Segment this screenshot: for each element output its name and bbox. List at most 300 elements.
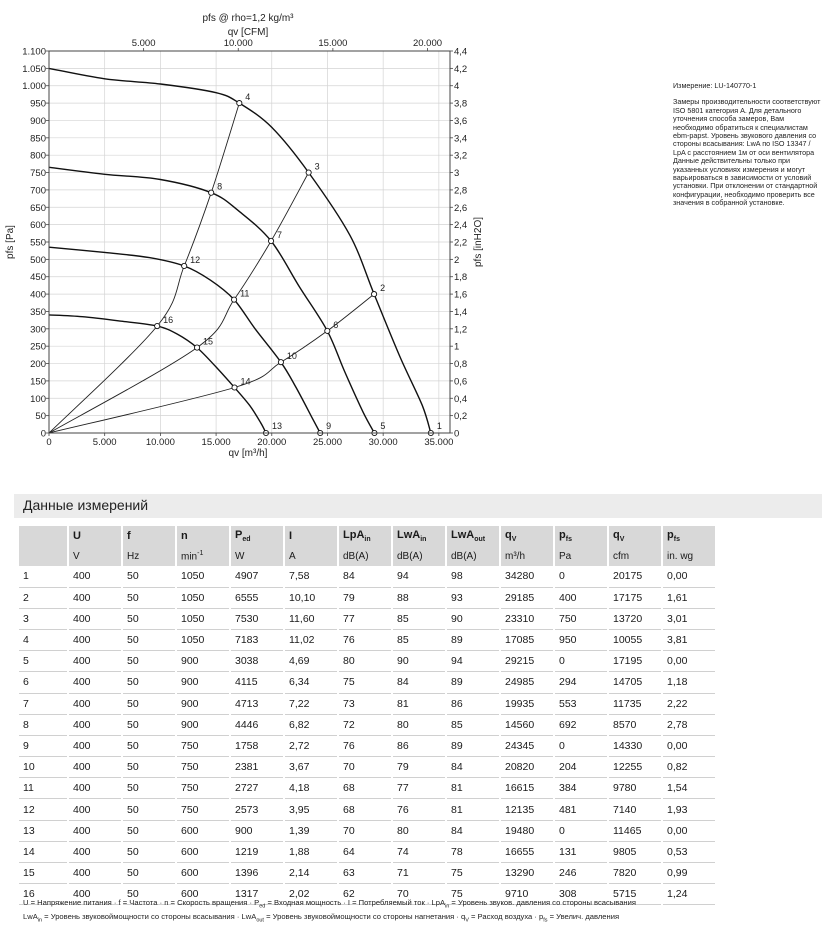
table-cell: 4115 <box>230 672 284 693</box>
table-cell: 600 <box>176 820 230 841</box>
table-cell: 7820 <box>608 863 662 884</box>
table-cell: 70 <box>338 757 392 778</box>
right-tick-label: 0 <box>454 428 460 440</box>
operating-point-marker <box>371 291 376 296</box>
table-cell: 14330 <box>608 735 662 756</box>
table-cell: 50 <box>122 566 176 587</box>
table-cell: 90 <box>446 608 500 629</box>
operating-point-label: 5 <box>380 421 386 431</box>
table-cell: 1317 <box>230 884 284 905</box>
table-cell: 76 <box>338 735 392 756</box>
table-cell: 750 <box>176 757 230 778</box>
right-tick-label: 4,4 <box>454 46 468 58</box>
table-cell: 9 <box>19 735 68 756</box>
table-cell: 71 <box>392 863 446 884</box>
table-cell: 600 <box>176 841 230 862</box>
fan-curve-750 <box>49 247 320 433</box>
operating-point-marker <box>237 100 242 105</box>
operating-point-label: 3 <box>314 161 320 172</box>
table-cell: 50 <box>122 735 176 756</box>
unit-cell: W <box>230 546 284 566</box>
header-cell <box>19 526 68 546</box>
table-cell: 400 <box>68 629 122 650</box>
table-row <box>19 566 716 587</box>
table-row <box>19 587 716 608</box>
x-tick-label: 0 <box>46 437 52 448</box>
table-cell: 20820 <box>500 757 554 778</box>
x-axis-label: qv [m³/h] <box>228 448 268 459</box>
table-cell: 14705 <box>608 672 662 693</box>
operating-point-marker <box>194 345 199 350</box>
table-cell: 1,54 <box>662 778 716 799</box>
legend-text: = Уровень звуков. давления со стороны всасывания <box>449 898 636 907</box>
table-cell: 88 <box>392 587 446 608</box>
y-tick-label: 900 <box>30 115 46 127</box>
table-cell: 76 <box>338 629 392 650</box>
table-cell: 50 <box>122 757 176 778</box>
table-cell: 81 <box>392 693 446 714</box>
right-tick-label: 2,8 <box>454 185 468 197</box>
table-cell: 63 <box>338 863 392 884</box>
table-cell: 294 <box>554 672 608 693</box>
table-cell: 400 <box>68 587 122 608</box>
unit-cell: dB(A) <box>392 546 446 566</box>
header-cell: LwA$_{out}$ <box>446 526 500 546</box>
table-cell: 16 <box>19 884 68 905</box>
table-cell: 750 <box>176 799 230 820</box>
legend-text: LwA <box>23 912 38 921</box>
table-header-row <box>19 526 716 546</box>
y-tick-label: 700 <box>30 185 46 197</box>
table-cell: 3,95 <box>284 799 338 820</box>
y-tick-label: 50 <box>35 411 46 423</box>
table-cell: 94 <box>446 651 500 672</box>
table-cell: 50 <box>122 651 176 672</box>
right-tick-label: 0,6 <box>454 376 468 388</box>
table-cell: 85 <box>446 714 500 735</box>
table-cell: 85 <box>392 608 446 629</box>
right-tick-label: 2 <box>454 254 460 266</box>
legend-text: fs <box>543 917 548 924</box>
table-cell: 0,00 <box>662 820 716 841</box>
y-tick-label: 950 <box>30 98 46 110</box>
x-tick-label: 15.000 <box>201 437 231 448</box>
table-cell: 75 <box>446 884 500 905</box>
y-tick-label: 550 <box>30 237 46 249</box>
measurement-description: Замеры производительности соответствуют ISO 5801 категория A. Для детального уточнения способа замеров, Вам необходимо обратиться к специалистам ebm-papst. Уровень звукового давления со стороны всасывания: LwA по ISO 13347 / LpA с расстоянием 1м от оси вентилятора Данные действительны только при указанных условиях измерения и могут варьироваться в зависимости от условий установки. При отклонении от стандартной конфигурации, необходимо проверить все значения в собранной установке. <box>673 97 821 208</box>
table-cell: 78 <box>446 841 500 862</box>
legend-text: U = Напряжение питания · f = Частота · n = Скорость вращения · P <box>23 898 260 907</box>
table-cell: 86 <box>392 735 446 756</box>
unit-cell <box>19 546 68 566</box>
table-cell: 2,22 <box>662 693 716 714</box>
table-cell: 11735 <box>608 693 662 714</box>
table-cell: 0,00 <box>662 566 716 587</box>
operating-point-label: 12 <box>190 254 201 265</box>
table-cell: 7 <box>19 693 68 714</box>
table-cell: 84 <box>446 820 500 841</box>
table-cell: 900 <box>176 714 230 735</box>
table-cell: 13 <box>19 820 68 841</box>
header-cell: U <box>68 526 122 546</box>
y-tick-label: 300 <box>30 324 46 336</box>
legend-text: in <box>37 917 43 924</box>
table-cell: 8 <box>19 714 68 735</box>
table-cell: 750 <box>176 735 230 756</box>
table-cell: 17195 <box>608 651 662 672</box>
right-tick-label: 4 <box>454 81 460 93</box>
unit-cell: A <box>284 546 338 566</box>
table-cell: 11,02 <box>284 629 338 650</box>
table-row <box>19 629 716 650</box>
operating-point-label: 9 <box>326 421 332 431</box>
y-tick-label: 150 <box>30 376 46 388</box>
table-cell: 12 <box>19 799 68 820</box>
legend-line-2 <box>23 912 619 924</box>
table-cell: 400 <box>68 566 122 587</box>
table-cell: 2573 <box>230 799 284 820</box>
right-tick-label: 0,4 <box>454 393 468 405</box>
operating-point-marker <box>268 238 273 243</box>
table-cell: 16655 <box>500 841 554 862</box>
legend-line-1 <box>23 898 636 910</box>
table-cell: 3,67 <box>284 757 338 778</box>
header-cell: $p_{fs}$ <box>662 526 716 546</box>
table-cell: 50 <box>122 587 176 608</box>
table-row <box>19 799 716 820</box>
unit-cell: Hz <box>122 546 176 566</box>
table-cell: 900 <box>176 693 230 714</box>
table-cell: 7,22 <box>284 693 338 714</box>
table-cell: 553 <box>554 693 608 714</box>
y-tick-label: 450 <box>30 272 46 284</box>
system-curve <box>49 173 309 434</box>
table-cell: 70 <box>338 820 392 841</box>
table-cell: 70 <box>392 884 446 905</box>
table-cell: 1050 <box>176 629 230 650</box>
operating-point-marker <box>325 328 330 333</box>
table-cell: 1,39 <box>284 820 338 841</box>
top-tick-label: 10.000 <box>223 38 253 49</box>
table-cell: 50 <box>122 820 176 841</box>
table-cell: 79 <box>338 587 392 608</box>
header-cell: $p_{fs}$ <box>554 526 608 546</box>
table-cell: 50 <box>122 629 176 650</box>
legend-text: = Уровень звуковоймощности со стороны нагнетания · q <box>263 912 466 921</box>
table-cell: 1219 <box>230 841 284 862</box>
table-cell: 17085 <box>500 629 554 650</box>
legend-text: V <box>465 917 469 924</box>
table-cell: 24345 <box>500 735 554 756</box>
table-cell: 1,88 <box>284 841 338 862</box>
table-cell: 86 <box>446 693 500 714</box>
table-cell: 14 <box>19 841 68 862</box>
table-cell: 50 <box>122 841 176 862</box>
table-cell: 400 <box>68 735 122 756</box>
table-cell: 81 <box>446 799 500 820</box>
table-cell: 384 <box>554 778 608 799</box>
legend-text: in <box>445 903 450 910</box>
right-tick-label: 0,8 <box>454 359 468 371</box>
table-cell: 2727 <box>230 778 284 799</box>
right-tick-label: 3 <box>454 168 460 180</box>
unit-cell: cfm <box>608 546 662 566</box>
table-cell: 9710 <box>500 884 554 905</box>
table-cell: 75 <box>446 863 500 884</box>
table-cell: 50 <box>122 693 176 714</box>
table-cell: 400 <box>68 820 122 841</box>
table-cell: 1050 <box>176 566 230 587</box>
table-cell: 81 <box>446 778 500 799</box>
right-axis-label: pfs [inH2O] <box>473 216 484 268</box>
table-cell: 77 <box>338 608 392 629</box>
table-cell: 4713 <box>230 693 284 714</box>
table-cell: 400 <box>68 778 122 799</box>
table-cell: 17175 <box>608 587 662 608</box>
operating-point-label: 4 <box>245 92 251 103</box>
table-cell: 9780 <box>608 778 662 799</box>
table-cell: 6555 <box>230 587 284 608</box>
legend-text: out <box>256 917 264 924</box>
operating-point-marker <box>182 263 187 268</box>
table-cell: 750 <box>176 778 230 799</box>
table-cell: 7183 <box>230 629 284 650</box>
y-tick-label: 1.000 <box>22 81 46 93</box>
table-cell: 400 <box>68 863 122 884</box>
operating-point-marker <box>278 360 283 365</box>
table-cell: 11465 <box>608 820 662 841</box>
table-cell: 29185 <box>500 587 554 608</box>
table-cell: 80 <box>392 714 446 735</box>
table-cell: 15 <box>19 863 68 884</box>
operating-point-label: 13 <box>271 421 283 431</box>
table-cell: 98 <box>446 566 500 587</box>
legend-text: = Входная мощность · I = Потребляемый ток · LpA <box>265 898 446 907</box>
table-cell: 89 <box>446 735 500 756</box>
table-cell: 12135 <box>500 799 554 820</box>
top-tick-label: 5.000 <box>131 38 156 49</box>
table-cell: 13720 <box>608 608 662 629</box>
measurement-note <box>673 82 823 208</box>
top-tick-label: 15.000 <box>318 38 348 49</box>
table-cell: 93 <box>446 587 500 608</box>
table-cell: 89 <box>446 629 500 650</box>
section-header <box>14 494 822 518</box>
table-row <box>19 672 716 693</box>
table-cell: 4446 <box>230 714 284 735</box>
operating-point-label: 11 <box>240 288 250 299</box>
table-cell: 80 <box>392 820 446 841</box>
table-cell: 1396 <box>230 863 284 884</box>
chart-operating-points <box>155 92 442 436</box>
y-tick-label: 850 <box>30 133 46 145</box>
table-cell: 20175 <box>608 566 662 587</box>
right-tick-label: 2,6 <box>454 202 468 214</box>
legend-text: = Расход воздуха · p <box>468 912 544 921</box>
right-tick-label: 1 <box>454 341 460 353</box>
operating-point-label: 7 <box>277 229 283 240</box>
header-cell: $q_V$ <box>500 526 554 546</box>
table-cell: 1758 <box>230 735 284 756</box>
table-cell: 7530 <box>230 608 284 629</box>
table-cell: 85 <box>392 629 446 650</box>
table-cell: 2,72 <box>284 735 338 756</box>
x-tick-label: 20.000 <box>257 437 287 448</box>
table-cell: 131 <box>554 841 608 862</box>
table-cell: 3 <box>19 608 68 629</box>
table-cell: 1,93 <box>662 799 716 820</box>
y-tick-label: 0 <box>40 428 46 440</box>
table-cell: 1,61 <box>662 587 716 608</box>
table-cell: 72 <box>338 714 392 735</box>
table-cell: 90 <box>392 651 446 672</box>
y-tick-label: 250 <box>30 341 46 353</box>
table-cell: 2381 <box>230 757 284 778</box>
table-cell: 2,02 <box>284 884 338 905</box>
unit-cell: V <box>68 546 122 566</box>
y-tick-label: 500 <box>30 254 46 266</box>
table-cell: 89 <box>446 672 500 693</box>
x-tick-label: 10.000 <box>145 437 175 448</box>
x-tick-label: 5.000 <box>92 437 117 448</box>
unit-cell: Pa <box>554 546 608 566</box>
table-cell: 4,69 <box>284 651 338 672</box>
table-cell: 79 <box>392 757 446 778</box>
table-cell: 3,81 <box>662 629 716 650</box>
table-cell: 50 <box>122 778 176 799</box>
right-tick-label: 3,4 <box>454 133 468 145</box>
table-cell: 24985 <box>500 672 554 693</box>
table-cell: 10,10 <box>284 587 338 608</box>
table-cell: 5715 <box>608 884 662 905</box>
y-tick-label: 200 <box>30 359 46 371</box>
top-tick-label: 20.000 <box>412 38 443 49</box>
table-cell: 6,82 <box>284 714 338 735</box>
y-tick-label: 350 <box>30 306 46 318</box>
table-cell: 600 <box>176 863 230 884</box>
unit-cell: in. wg <box>662 546 716 566</box>
table-cell: 400 <box>68 714 122 735</box>
table-cell: 0,00 <box>662 651 716 672</box>
table-cell: 481 <box>554 799 608 820</box>
table-cell: 0,00 <box>662 735 716 756</box>
table-cell: 84 <box>392 672 446 693</box>
table-cell: 10 <box>19 757 68 778</box>
table-cell: 11,60 <box>284 608 338 629</box>
header-cell: n <box>176 526 230 546</box>
table-cell: 2,14 <box>284 863 338 884</box>
table-cell: 950 <box>554 629 608 650</box>
table-cell: 68 <box>338 799 392 820</box>
table-row <box>19 714 716 735</box>
x-tick-label: 30.000 <box>368 437 398 448</box>
right-tick-label: 2,2 <box>454 237 468 249</box>
header-cell: $P_{ed}$ <box>230 526 284 546</box>
table-cell: 1050 <box>176 587 230 608</box>
table-cell: 1,18 <box>662 672 716 693</box>
x-tick-label: 35.000 <box>424 437 454 448</box>
table-row <box>19 820 716 841</box>
y-tick-label: 600 <box>30 220 46 232</box>
table-cell: 8570 <box>608 714 662 735</box>
y-tick-label: 1.100 <box>22 46 46 58</box>
table-cell: 29215 <box>500 651 554 672</box>
y-axis-label: pfs [Pa] <box>5 225 16 259</box>
table-cell: 62 <box>338 884 392 905</box>
table-cell: 400 <box>68 651 122 672</box>
measurement-table <box>19 526 717 905</box>
table-cell: 900 <box>176 651 230 672</box>
legend-text: = Уровень звуковоймощности со стороны всасывания · LwA <box>42 912 257 921</box>
table-cell: 900 <box>230 820 284 841</box>
chart-title: pfs @ rho=1,2 kg/m³ <box>202 13 294 24</box>
table-cell: 7140 <box>608 799 662 820</box>
table-cell: 76 <box>392 799 446 820</box>
header-cell: LwA$_{in}$ <box>392 526 446 546</box>
operating-point-marker <box>232 385 237 390</box>
operating-point-label: 16 <box>163 315 174 326</box>
operating-point-label: 10 <box>286 351 297 362</box>
table-cell: 73 <box>338 693 392 714</box>
table-cell: 9805 <box>608 841 662 862</box>
table-cell: 34280 <box>500 566 554 587</box>
table-row <box>19 735 716 756</box>
right-tick-label: 2,4 <box>454 220 468 232</box>
table-cell: 400 <box>68 757 122 778</box>
table-cell: 1,24 <box>662 884 716 905</box>
table-cell: 12255 <box>608 757 662 778</box>
table-cell: 3038 <box>230 651 284 672</box>
table-units-row <box>19 546 716 566</box>
x-tick-label: 25.000 <box>312 437 343 448</box>
table-cell: 84 <box>338 566 392 587</box>
table-cell: 400 <box>68 841 122 862</box>
table-row <box>19 778 716 799</box>
table-row <box>19 863 716 884</box>
table-cell: 50 <box>122 863 176 884</box>
table-cell: 19480 <box>500 820 554 841</box>
system-curve <box>49 103 239 433</box>
y-tick-label: 800 <box>30 150 46 162</box>
table-row <box>19 757 716 778</box>
right-tick-label: 4,2 <box>454 63 468 75</box>
table-cell: 0,99 <box>662 863 716 884</box>
table-row <box>19 651 716 672</box>
table-cell: 308 <box>554 884 608 905</box>
y-tick-label: 650 <box>30 202 46 214</box>
operating-point-marker <box>306 170 311 175</box>
table-cell: 2,78 <box>662 714 716 735</box>
table-cell: 0 <box>554 820 608 841</box>
table-cell: 6,34 <box>284 672 338 693</box>
table-cell: 6 <box>19 672 68 693</box>
right-tick-label: 3,8 <box>454 98 468 110</box>
table-cell: 10055 <box>608 629 662 650</box>
unit-cell: $\min^{-1}$ <box>176 546 230 566</box>
right-tick-label: 3,6 <box>454 115 468 127</box>
y-tick-label: 750 <box>30 168 46 180</box>
table-cell: 400 <box>68 672 122 693</box>
legend-text: = Увелич. давления <box>547 912 620 921</box>
table-cell: 4907 <box>230 566 284 587</box>
table-cell: 0,53 <box>662 841 716 862</box>
legend-text: ed <box>259 903 266 910</box>
right-tick-label: 1,4 <box>454 306 468 318</box>
header-cell: $q_V$ <box>608 526 662 546</box>
table-cell: 400 <box>68 608 122 629</box>
table-cell: 19935 <box>500 693 554 714</box>
table-cell: 23310 <box>500 608 554 629</box>
